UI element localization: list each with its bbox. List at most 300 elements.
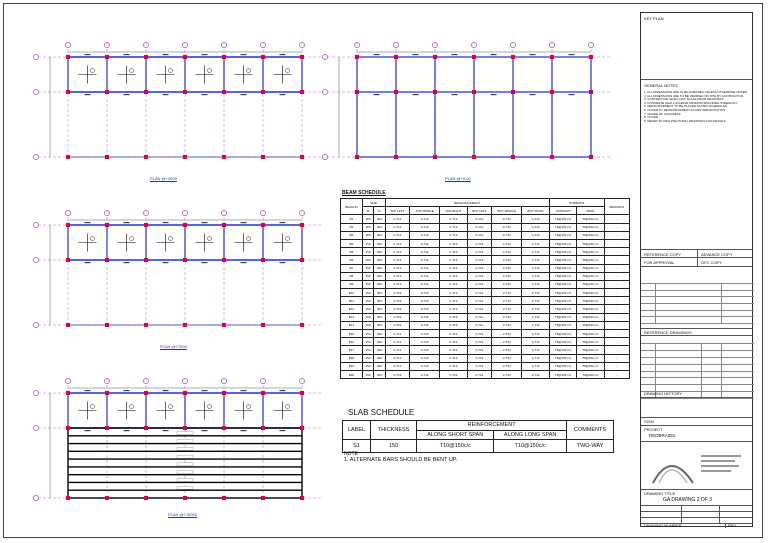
table-row <box>341 305 630 313</box>
copy-label-advance: ADVANCE COPY <box>701 252 733 257</box>
table-row <box>341 239 630 247</box>
slab-mark <box>130 69 134 73</box>
bs-cell: 2-T12 <box>440 338 467 346</box>
bs-cell: 2-T12 <box>467 280 492 288</box>
beam-label-mark <box>241 390 247 391</box>
bs-cell: B6 <box>341 256 363 264</box>
general-note-item: 8. COVER <box>644 115 659 120</box>
bs-cell: 300 <box>374 346 385 354</box>
slab-mark <box>169 405 173 409</box>
slab-mark <box>91 69 95 73</box>
grid-bubble <box>322 89 327 94</box>
bs-cell: 2-T12 <box>385 231 410 239</box>
bs-cell: 2-T12 <box>467 231 492 239</box>
bs-cell: 2-T12 <box>410 248 440 256</box>
beam-label-mark <box>163 222 169 223</box>
bs-cell: 2-T12 <box>522 346 549 354</box>
bs-cell: B14 <box>341 321 363 329</box>
beam-label-mark <box>280 222 286 223</box>
table-row <box>341 289 630 297</box>
tread-label <box>177 455 193 458</box>
reference-grid <box>641 283 754 323</box>
bs-cell: B10 <box>341 289 363 297</box>
bs-cell: 150 <box>362 264 373 272</box>
title-block <box>640 12 753 527</box>
beam-label-mark <box>202 390 208 391</box>
beam-label-mark <box>202 94 208 95</box>
column <box>511 55 515 59</box>
column <box>66 155 70 159</box>
beam-label-mark <box>280 94 286 95</box>
bs-cell: 2-T12 <box>440 330 467 338</box>
bs-cell: - <box>604 346 629 354</box>
bs-subheader: TOP RIGHT <box>440 207 467 215</box>
column <box>183 496 187 500</box>
beam-label-mark <box>85 430 91 431</box>
grid-bubble <box>260 42 265 47</box>
grid-bubble <box>143 378 148 383</box>
column <box>105 496 109 500</box>
bs-cell: 2-T12 <box>467 338 492 346</box>
bs-cell: 2-T12 <box>440 321 467 329</box>
column <box>433 90 437 94</box>
general-notes-list <box>644 91 750 123</box>
beam-label-mark <box>413 94 419 95</box>
bs-cell: 2-T12 <box>440 297 467 305</box>
grid-bubble <box>299 378 304 383</box>
column <box>105 223 109 227</box>
bs-subheader: SPAN <box>577 207 604 215</box>
bs-cell: 150 <box>362 354 373 362</box>
bs-cell: 2-T12 <box>492 239 522 247</box>
tread-label <box>177 447 193 450</box>
ss-cell-comments: TWO-WAY <box>567 440 614 453</box>
grid-bubble <box>33 425 38 430</box>
bs-cell: 2-T12 <box>440 289 467 297</box>
grid-bubble <box>299 210 304 215</box>
bs-cell: B13 <box>341 313 363 321</box>
slab-note-title: NOTE <box>344 451 358 457</box>
column <box>300 90 304 94</box>
beam-label-mark <box>163 262 169 263</box>
project-label: PROJECT <box>644 427 663 432</box>
bs-cell: 2-T12 <box>440 346 467 354</box>
bs-cell: 2-T12 <box>410 231 440 239</box>
bs-cell: B16 <box>341 338 363 346</box>
bs-cell: 2-T12 <box>410 346 440 354</box>
bs-cell: 150 <box>362 370 373 378</box>
table-row <box>341 248 630 256</box>
grid-bubble <box>104 210 109 215</box>
slab-mark <box>247 405 251 409</box>
beam-label-mark <box>202 262 208 263</box>
bs-cell: - <box>604 231 629 239</box>
bs-cell: B15 <box>341 330 363 338</box>
bs-cell: 2-T12 <box>467 289 492 297</box>
bs-cell: T8@150 c/c <box>549 264 576 272</box>
bs-cell: T8@200 c/c <box>577 289 604 297</box>
bs-cell: 300 <box>374 239 385 247</box>
plan-title-3: PLAN @+7000 <box>160 344 187 349</box>
bs-cell: - <box>604 338 629 346</box>
bs-cell: T8@150 c/c <box>549 370 576 378</box>
column <box>261 55 265 59</box>
column <box>183 55 187 59</box>
bs-cell: - <box>604 248 629 256</box>
beam-label-mark <box>530 94 536 95</box>
bs-cell: B2 <box>341 223 363 231</box>
general-note-item: 9. REFER TO ARCHITECTURAL DRAWINGS FOR DETAILS. <box>644 118 727 123</box>
tread-label <box>177 486 193 489</box>
beam-label-mark <box>124 262 130 263</box>
beam-label-mark <box>163 94 169 95</box>
slab-mark <box>208 405 212 409</box>
general-notes-title: GENERAL NOTES <box>644 83 678 88</box>
beam-label-mark <box>163 390 169 391</box>
column <box>144 496 148 500</box>
bs-cell: B1 <box>341 215 363 223</box>
bs-cell: T8@200 c/c <box>577 264 604 272</box>
bs-cell: T8@200 c/c <box>577 248 604 256</box>
bs-cell: 2-T12 <box>410 338 440 346</box>
company-logo <box>641 443 754 488</box>
bs-cell: 2-T12 <box>492 297 522 305</box>
bs-cell: 2-T12 <box>522 231 549 239</box>
bs-cell: 2-T12 <box>467 370 492 378</box>
table-row <box>341 264 630 272</box>
column <box>222 55 226 59</box>
bs-cell: - <box>604 362 629 370</box>
plan-title-1: PLAN @+3000 <box>150 176 177 181</box>
bs-cell: 300 <box>374 354 385 362</box>
column <box>222 258 226 262</box>
bs-cell: T8@150 c/c <box>549 330 576 338</box>
copy-label-approval: FOR APPROVAL <box>644 260 675 265</box>
table-row <box>341 215 630 223</box>
bs-cell: 2-T12 <box>440 362 467 370</box>
beam-label-mark <box>491 54 497 55</box>
bs-cell: 2-T12 <box>410 297 440 305</box>
beam-label-mark <box>374 94 380 95</box>
grid-bubble <box>182 210 187 215</box>
general-note-item: 5. REINFORCEMENT TO BE PLACED AS PER SCHEDULES. <box>644 104 728 109</box>
general-note-item: 7. GRADE OF CONCRETE <box>644 111 681 116</box>
bs-cell: 150 <box>362 346 373 354</box>
grid-bubble <box>182 42 187 47</box>
general-note-item: 3. CONTRACTOR SHALL NOT SCALE FROM DRAWINGS. <box>644 97 725 102</box>
bs-cell: 150 <box>362 289 373 297</box>
tread-label <box>177 440 193 443</box>
table-row <box>341 297 630 305</box>
drawing-history-label: DRAWING HISTORY <box>644 391 682 396</box>
bs-cell: 2-T12 <box>440 313 467 321</box>
slab-schedule-title: SLAB SCHEDULE <box>348 408 415 417</box>
bs-cell: 2-T12 <box>492 354 522 362</box>
beam-label-mark <box>85 262 91 263</box>
column <box>472 90 476 94</box>
bs-cell: 300 <box>374 338 385 346</box>
column <box>300 55 304 59</box>
general-note-item: 4. CONCRETE SHALL ACHIEVE MINIMUM SPECIFIED STRENGTH. <box>644 100 738 105</box>
column <box>222 426 226 430</box>
column <box>433 55 437 59</box>
column <box>144 391 148 395</box>
column <box>105 258 109 262</box>
grid-bubble <box>393 42 398 47</box>
bs-cell: 2-T12 <box>385 223 410 231</box>
bs-cell: 2-T12 <box>440 370 467 378</box>
copy-label-reference: REFERENCE COPY <box>644 252 682 257</box>
grid-bubble <box>322 154 327 159</box>
bs-cell: - <box>604 313 629 321</box>
bs-cell: 2-T12 <box>385 313 410 321</box>
column <box>66 55 70 59</box>
grid-bubble <box>65 378 70 383</box>
grid-bubble <box>143 210 148 215</box>
bs-cell: 2-T12 <box>467 305 492 313</box>
bs-cell: 2-T12 <box>522 248 549 256</box>
beam-label-mark <box>241 222 247 223</box>
bs-cell: B19 <box>341 362 363 370</box>
bs-cell: B4 <box>341 239 363 247</box>
bs-cell: 150 <box>362 305 373 313</box>
bs-cell: 150 <box>362 272 373 280</box>
bs-cell: T8@200 c/c <box>577 321 604 329</box>
grid-bubble <box>221 378 226 383</box>
column <box>66 323 70 327</box>
column <box>472 55 476 59</box>
bs-cell: T8@150 c/c <box>549 215 576 223</box>
column <box>355 90 359 94</box>
bs-cell: 2-T12 <box>410 354 440 362</box>
bs-cell: B9 <box>341 280 363 288</box>
column <box>105 323 109 327</box>
bs-cell: 2-T12 <box>385 248 410 256</box>
bs-cell: 2-T12 <box>385 321 410 329</box>
column <box>300 155 304 159</box>
beam-label-mark <box>202 222 208 223</box>
column <box>261 155 265 159</box>
bs-cell: 2-T12 <box>410 362 440 370</box>
column <box>261 323 265 327</box>
bs-cell: B11 <box>341 297 363 305</box>
column <box>300 223 304 227</box>
bs-cell: T8@200 c/c <box>577 305 604 313</box>
column <box>300 391 304 395</box>
column <box>222 391 226 395</box>
ss-cell-label: S1 <box>343 440 371 453</box>
bs-cell: 2-T12 <box>522 370 549 378</box>
bs-cell: B12 <box>341 305 363 313</box>
bs-cell: T8@150 c/c <box>549 362 576 370</box>
bs-cell: B17 <box>341 346 363 354</box>
bs-cell: 2-T12 <box>492 305 522 313</box>
grid-bubble <box>33 257 38 262</box>
bs-cell: 2-T12 <box>385 256 410 264</box>
column <box>589 90 593 94</box>
drawing-title-label: DRAWING TITLE <box>644 491 676 496</box>
bs-cell: 2-T12 <box>467 223 492 231</box>
beam-label-mark <box>374 54 380 55</box>
bs-cell: 300 <box>374 305 385 313</box>
bs-cell: - <box>604 223 629 231</box>
bs-cell: 2-T12 <box>385 330 410 338</box>
column <box>394 55 398 59</box>
bs-cell: 2-T12 <box>522 305 549 313</box>
bs-cell: B7 <box>341 264 363 272</box>
bs-cell: 2-T12 <box>522 272 549 280</box>
grid-bubble <box>299 42 304 47</box>
column <box>183 258 187 262</box>
bs-cell: 300 <box>374 330 385 338</box>
column <box>144 223 148 227</box>
bs-header-size: SIZE <box>362 199 385 207</box>
column <box>66 391 70 395</box>
column <box>222 223 226 227</box>
bs-cell: 2-T12 <box>385 215 410 223</box>
bs-cell: 150 <box>362 223 373 231</box>
bs-cell: T8@200 c/c <box>577 231 604 239</box>
bs-cell: 2-T12 <box>385 362 410 370</box>
bs-cell: 2-T12 <box>467 313 492 321</box>
bs-cell: T8@150 c/c <box>549 272 576 280</box>
slab-mark <box>208 69 212 73</box>
bs-cell: 2-T12 <box>522 289 549 297</box>
bs-cell: 2-T12 <box>440 223 467 231</box>
grid-bubble <box>221 210 226 215</box>
bs-cell: 2-T12 <box>385 370 410 378</box>
bs-cell: - <box>604 330 629 338</box>
bs-cell: 2-T12 <box>385 280 410 288</box>
slab-mark <box>286 69 290 73</box>
bs-cell: 2-T12 <box>410 321 440 329</box>
column <box>589 155 593 159</box>
bs-cell: 2-T12 <box>440 280 467 288</box>
bs-header-remarks: REMARKS <box>604 199 629 215</box>
bs-cell: 2-T12 <box>522 223 549 231</box>
bs-cell: 2-T12 <box>522 354 549 362</box>
bs-cell: T8@200 c/c <box>577 346 604 354</box>
bs-cell: 2-T12 <box>522 256 549 264</box>
bs-cell: T8@200 c/c <box>577 297 604 305</box>
bs-cell: - <box>604 215 629 223</box>
bs-cell: 300 <box>374 289 385 297</box>
bs-cell: T8@200 c/c <box>577 370 604 378</box>
bs-cell: 2-T12 <box>492 321 522 329</box>
table-row <box>341 231 630 239</box>
table-row <box>341 256 630 264</box>
bs-cell: B8 <box>341 272 363 280</box>
beam-label-mark <box>124 430 130 431</box>
bs-cell: 2-T12 <box>440 215 467 223</box>
column <box>144 258 148 262</box>
bs-cell: 2-T12 <box>492 346 522 354</box>
column <box>550 155 554 159</box>
bs-cell: 2-T12 <box>385 239 410 247</box>
beam-schedule-table <box>340 198 630 379</box>
column <box>261 258 265 262</box>
grid-bubble <box>104 42 109 47</box>
column <box>355 55 359 59</box>
bs-header-stirrups: STIRRUPS <box>549 199 604 207</box>
bs-cell: - <box>604 289 629 297</box>
beam-label-mark <box>241 262 247 263</box>
column <box>355 155 359 159</box>
beam-label-mark <box>280 54 286 55</box>
drawing-number-label: DRAWING NUMBER <box>644 523 682 528</box>
beam-label-mark <box>85 94 91 95</box>
bs-cell: T8@150 c/c <box>549 256 576 264</box>
bs-cell: T8@200 c/c <box>577 280 604 288</box>
column <box>394 90 398 94</box>
bs-cell: T8@150 c/c <box>549 280 576 288</box>
grid-bubble <box>33 54 38 59</box>
beam-label-mark <box>85 390 91 391</box>
grid-bubble <box>260 210 265 215</box>
column <box>394 155 398 159</box>
bs-subheader: BOT MIDDLE <box>492 207 522 215</box>
column <box>144 90 148 94</box>
column <box>472 155 476 159</box>
bs-cell: 2-T12 <box>522 264 549 272</box>
bs-cell: 2-T12 <box>467 346 492 354</box>
grid-bubble <box>65 42 70 47</box>
bs-subheader: BOT RIGHT <box>522 207 549 215</box>
ss-cell-long: T10@150c/c <box>494 440 567 453</box>
bs-cell: 2-T12 <box>522 280 549 288</box>
bs-cell: - <box>604 256 629 264</box>
tread-label <box>177 432 193 435</box>
column <box>66 223 70 227</box>
beam-label-mark <box>202 430 208 431</box>
grid-bubble <box>33 154 38 159</box>
bs-cell: 2-T12 <box>410 223 440 231</box>
grid-bubble <box>33 89 38 94</box>
bs-cell: T8@150 c/c <box>549 338 576 346</box>
column <box>66 426 70 430</box>
bs-cell: T8@200 c/c <box>577 313 604 321</box>
bs-cell: 2-T12 <box>440 264 467 272</box>
ss-header-short: ALONG SHORT SPAN <box>417 430 494 440</box>
general-note-item: 2. ALL DIMENSIONS ARE TO BE VERIFIED ON SITE BY CONTRACTOR. <box>644 93 744 98</box>
bs-header-reinforcement: REINFORCEMENT <box>385 199 549 207</box>
bs-cell: 2-T12 <box>385 346 410 354</box>
grid-bubble <box>510 42 515 47</box>
bs-cell: 2-T12 <box>410 305 440 313</box>
grid-bubble <box>143 42 148 47</box>
bs-cell: 2-T12 <box>467 321 492 329</box>
column <box>300 323 304 327</box>
bs-cell: 2-T12 <box>385 305 410 313</box>
bs-cell: T8@150 c/c <box>549 346 576 354</box>
column <box>550 55 554 59</box>
beam-label-mark <box>85 222 91 223</box>
beam-label-mark <box>413 54 419 55</box>
history-grid <box>641 343 754 398</box>
bs-cell: T8@150 c/c <box>549 289 576 297</box>
table-row <box>341 321 630 329</box>
bs-cell: 150 <box>362 338 373 346</box>
grid-bubble <box>432 42 437 47</box>
bs-cell: 300 <box>374 280 385 288</box>
bs-cell: 300 <box>374 215 385 223</box>
slab-schedule-table <box>342 420 614 453</box>
bs-cell: T8@200 c/c <box>577 215 604 223</box>
column <box>300 258 304 262</box>
bs-cell: 150 <box>362 330 373 338</box>
bs-cell: T8@150 c/c <box>549 223 576 231</box>
beam-label-mark <box>124 222 130 223</box>
